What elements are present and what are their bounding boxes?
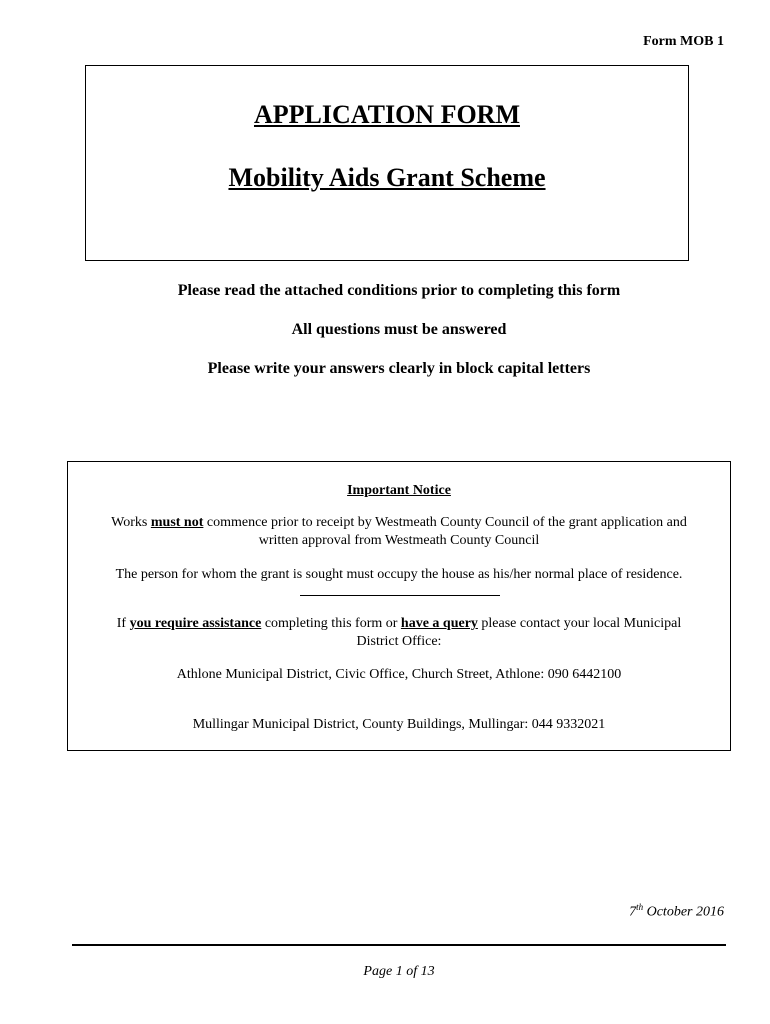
- notice-divider: [300, 595, 500, 596]
- must-not-emphasis: must not: [150, 515, 204, 530]
- athlone-office-contact: Athlone Municipal District, Civic Office, Church Street, Athlone: 090 6442100: [176, 667, 622, 682]
- mullingar-office-contact: Mullingar Municipal District, County Buildings, Mullingar: 044 9332021: [192, 717, 606, 732]
- notice-assist-line1: If you require assistance completing this form or have a query please contact your local Municipal: [116, 616, 682, 631]
- form-code: Form MOB 1: [643, 34, 724, 49]
- important-notice-box: [67, 461, 731, 751]
- footer-rule: [72, 944, 726, 946]
- form-date: 7th October 2016: [629, 902, 724, 920]
- instruction-block-capitals: Please write your answers clearly in block capital letters: [207, 360, 591, 377]
- query-emphasis: have a query: [400, 616, 478, 631]
- page-number: Page 1 of 13: [363, 964, 435, 979]
- notice-assist-line2: District Office:: [356, 634, 442, 649]
- notice-residence: The person for whom the grant is sought must occupy the house as his/her normal place of residence.: [115, 567, 683, 582]
- instruction-read-conditions: Please read the attached conditions prior to completing this form: [177, 282, 621, 299]
- title-box: [85, 65, 689, 261]
- form-title: APPLICATION FORM: [253, 100, 520, 129]
- instruction-all-questions: All questions must be answered: [291, 321, 507, 338]
- notice-works-line1: Works must not commence prior to receipt by Westmeath County Council of the grant application and: [111, 515, 687, 530]
- notice-works-line2: written approval from Westmeath County Council: [258, 533, 540, 548]
- form-subtitle: Mobility Aids Grant Scheme: [228, 163, 546, 192]
- notice-heading: Important Notice: [347, 483, 451, 498]
- assistance-emphasis: you require assistance: [129, 616, 262, 631]
